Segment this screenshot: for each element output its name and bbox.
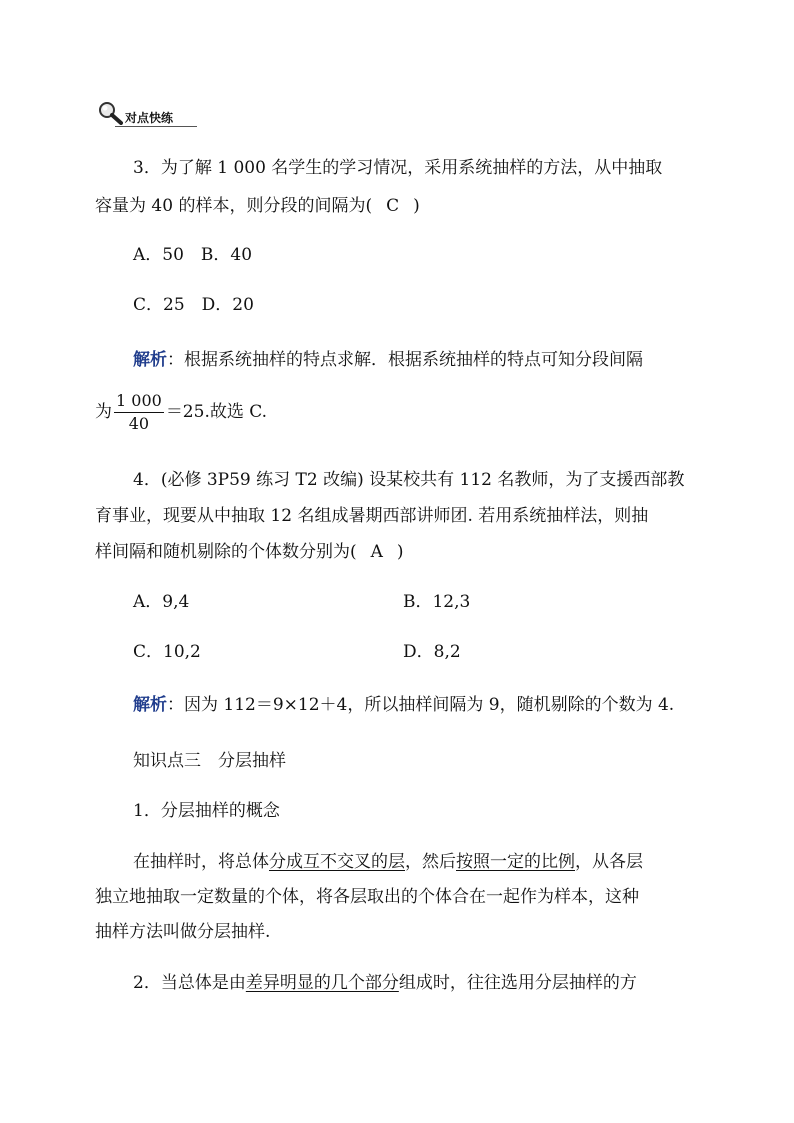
q4-stem-line3-text: 样间隔和随机剔除的个体数分别为(	[95, 542, 357, 562]
q4-analysis	[133, 694, 674, 716]
q3-fraction-denominator: 40	[128, 414, 150, 433]
q4-analysis-text: ：因为 112＝9×12＋4，所以抽样间隔为 9，随机剔除的个数为 4.	[167, 695, 675, 715]
q3-analysis-line1	[133, 349, 643, 371]
item2-text-1: 2．当总体是由	[133, 973, 246, 993]
q4-answer: A	[370, 542, 383, 562]
q4-option-b: B．12,3	[403, 592, 471, 612]
q4-stem-line1: 4．(必修 3P59 练习 T2 改编) 设某校共有 112 名教师，为了支援西部教	[133, 470, 685, 490]
q3-analysis-prefix: 为	[95, 402, 112, 422]
knowledge-paragraph-line1	[133, 851, 643, 873]
q3-fraction-numerator: 1 000	[114, 392, 164, 413]
q3-options-ab: A．50 B．40	[133, 245, 253, 265]
underlined-term-parts: 差异明显的几个部分	[245, 973, 399, 993]
knowledge-item2	[133, 972, 637, 994]
q4-stem-line3	[95, 541, 404, 563]
q3-stem-line2-text: 容量为 40 的样本，则分段的间隔为(	[95, 196, 373, 216]
q3-close-paren: )	[413, 196, 420, 216]
knowledge-item1-heading: 1．分层抽样的概念	[133, 801, 280, 821]
knowledge-paragraph-line2: 独立地抽取一定数量的个体，将各层取出的个体合在一起作为样本，这种	[95, 887, 639, 907]
paragraph-text-1: 在抽样时，将总体	[133, 852, 269, 872]
q4-option-c: C．10,2	[133, 642, 201, 662]
underlined-term-ratio: 按照一定的比例	[456, 852, 575, 872]
section-header-label: 对点快练	[125, 111, 174, 125]
q3-fraction	[114, 392, 164, 433]
q3-stem-line2	[95, 195, 420, 217]
q3-analysis-suffix: ＝25.故选 C.	[165, 402, 268, 422]
paragraph-text-2: ，然后	[405, 852, 456, 872]
q3-analysis-label: 解析	[133, 350, 167, 370]
q4-analysis-label: 解析	[133, 695, 167, 715]
underlined-term-layers: 分成互不交叉的层	[269, 852, 405, 872]
section-header-rule	[115, 126, 197, 127]
paragraph-text-3: ，从各层	[575, 852, 643, 872]
q4-stem-line2: 育事业，现要从中抽取 12 名组成暑期西部讲师团. 若用系统抽样法，则抽	[95, 506, 649, 526]
q3-options-cd: C．25 D．20	[133, 295, 254, 315]
knowledge-title: 知识点三 分层抽样	[133, 751, 286, 771]
knowledge-paragraph-line3: 抽样方法叫做分层抽样.	[95, 922, 271, 942]
q4-close-paren: )	[396, 542, 404, 562]
q4-option-a: A．9,4	[133, 592, 190, 612]
section-header-quick-practice	[97, 101, 197, 127]
q4-option-d: D．8,2	[403, 642, 461, 662]
item2-text-2: 组成时，往往选用分层抽样的方	[398, 973, 637, 993]
q3-analysis-text: ：根据系统抽样的特点求解．根据系统抽样的特点可知分段间隔	[167, 350, 643, 370]
q3-analysis-line2	[95, 390, 267, 434]
q3-stem-line1: 3．为了解 1 000 名学生的学习情况，采用系统抽样的方法，从中抽取	[133, 158, 663, 178]
q3-answer: C	[386, 196, 400, 216]
magnifier-icon	[97, 101, 123, 125]
